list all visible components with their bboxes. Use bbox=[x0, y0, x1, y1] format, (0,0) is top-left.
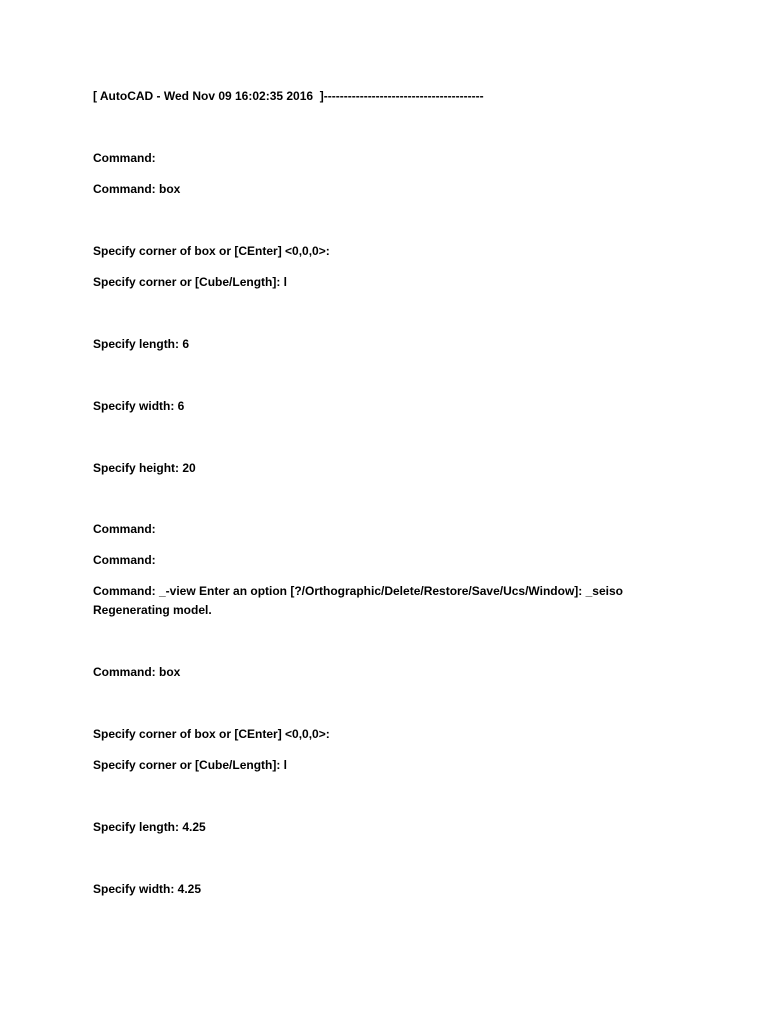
log-line: Command: bbox=[93, 151, 156, 165]
log-line: Specify height: 20 bbox=[93, 461, 196, 475]
log-line: Command: bbox=[93, 553, 156, 567]
log-line: Specify width: 4.25 bbox=[93, 882, 202, 896]
log-line: Command: box bbox=[93, 182, 181, 196]
log-header: [ AutoCAD - Wed Nov 09 16:02:35 2016 ]---------------------------------------- bbox=[93, 89, 484, 103]
log-line: Specify length: 6 bbox=[93, 337, 190, 351]
log-line: Command: box bbox=[93, 665, 181, 679]
log-line: Specify corner or [Cube/Length]: l bbox=[93, 758, 288, 772]
log-line: Command: bbox=[93, 522, 156, 536]
log-line: Specify corner of box or [CEnter] <0,0,0>: bbox=[93, 727, 330, 741]
log-line: Specify corner of box or [CEnter] <0,0,0>: bbox=[93, 244, 330, 258]
log-line: Specify width: 6 bbox=[93, 399, 185, 413]
log-line: Command: _-view Enter an option [?/Orthographic/Delete/Restore/Save/Ucs/Window]: _seiso bbox=[93, 584, 623, 598]
log-line: Regenerating model. bbox=[93, 603, 212, 617]
log-line: Specify length: 4.25 bbox=[93, 820, 206, 834]
log-line: Specify corner or [Cube/Length]: l bbox=[93, 275, 288, 289]
